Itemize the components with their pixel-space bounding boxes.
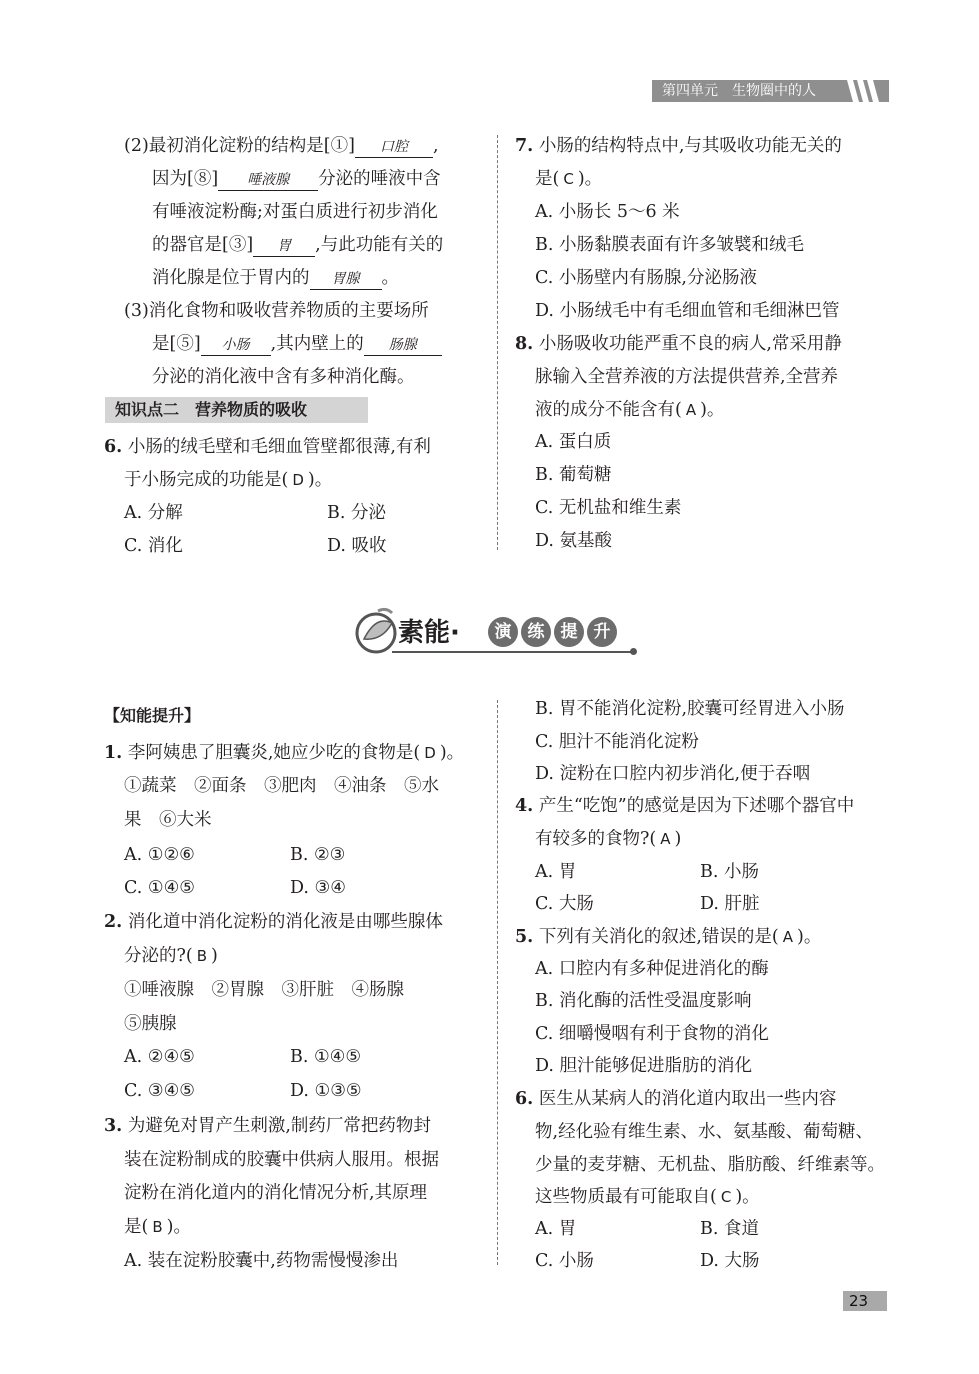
- answer: D: [424, 744, 436, 762]
- option: C. ③④⑤: [124, 1081, 195, 1101]
- banner-underline: [392, 651, 632, 653]
- q8-line3: 液的成分不能含有( A )。: [535, 400, 725, 420]
- option: D. ③④: [290, 878, 346, 898]
- option: C. 细嚼慢咽有利于食物的消化: [535, 1024, 769, 1044]
- q3-line4: 是( B )。: [124, 1217, 191, 1237]
- q6-line2: 于小肠完成的功能是( D )。: [124, 470, 333, 490]
- banner-char: 演: [488, 617, 518, 647]
- option: D. 小肠绒毛中有毛细血管和毛细淋巴管: [535, 301, 840, 321]
- q2-line3: 有唾液淀粉酶;对蛋白质进行初步消化: [152, 202, 438, 222]
- q3-line2: 装在淀粉制成的胶囊中供病人服用。根据: [124, 1150, 439, 1170]
- fill-blank: 胃: [253, 236, 315, 257]
- banner-leaf-icon: [352, 605, 400, 655]
- q2-line2: 因为[⑧] 唾液腺 分泌的唾液中含: [152, 169, 441, 189]
- q1-items: 果 ⑥大米: [124, 810, 212, 830]
- section-heading: 知识点二 营养物质的吸收: [105, 397, 368, 423]
- option: B. ②③: [290, 845, 346, 865]
- banner-dot: [630, 648, 637, 655]
- option: A. 口腔内有多种促进消化的酶: [535, 959, 769, 979]
- option: B. 消化酶的活性受温度影响: [535, 991, 752, 1011]
- q2-items: ①唾液腺 ②胃腺 ③肝脏 ④肠腺: [124, 980, 404, 1000]
- option: C. 无机盐和维生素: [535, 498, 682, 518]
- q2-items: ⑤胰腺: [124, 1014, 177, 1034]
- option: A. 分解: [124, 503, 183, 523]
- banner-title: 素能·: [398, 618, 460, 648]
- fill-blank: 胃腺: [310, 269, 382, 290]
- option: A. 胃: [535, 1219, 577, 1239]
- option: D. 氨基酸: [535, 531, 613, 551]
- answer: C: [720, 1188, 732, 1206]
- answer: B: [196, 947, 208, 965]
- q7-line1: 7. 小肠的结构特点中,与其吸收功能无关的: [515, 136, 842, 156]
- option: C. 大肠: [535, 894, 594, 914]
- q3-line3: 分泌的消化液中含有多种消化酶。: [152, 367, 415, 387]
- page-header: [652, 80, 889, 102]
- q3-line2: 是[⑤] 小肠 ,其内壁上的 肠腺: [152, 332, 442, 356]
- option: D. 大肠: [700, 1251, 760, 1271]
- option: A. ②④⑤: [124, 1047, 195, 1067]
- page-number: 23: [843, 1291, 887, 1311]
- column-divider: [497, 135, 499, 550]
- answer: B: [152, 1218, 163, 1236]
- fill-blank: 小肠: [201, 335, 271, 356]
- q6-line1: 6. 小肠的绒毛壁和毛细血管壁都很薄,有利: [104, 437, 431, 457]
- option: D. 胆汁能够促进脂肪的消化: [535, 1056, 753, 1076]
- option: B. 葡萄糖: [535, 465, 612, 485]
- option: A. ①②⑥: [124, 845, 195, 865]
- header-title: 第四单元 生物圈中的人: [662, 83, 816, 99]
- answer: A: [660, 830, 671, 848]
- option: C. ①④⑤: [124, 878, 195, 898]
- q4-line2: 有较多的食物?( A ): [535, 829, 682, 849]
- answer: A: [782, 928, 794, 946]
- q1-items: ①蔬菜 ②面条 ③肥肉 ④油条 ⑤水: [124, 776, 439, 796]
- fill-blank: 口腔: [355, 137, 433, 158]
- option: C. 小肠壁内有肠腺,分泌肠液: [535, 268, 757, 288]
- q6-line1: 6. 医生从某病人的消化道内取出一些内容: [515, 1089, 837, 1109]
- option: B. 小肠黏膜表面有许多皱襞和绒毛: [535, 235, 804, 255]
- q1-line1: 1. 李阿姨患了胆囊炎,她应少吃的食物是( D )。: [104, 743, 465, 763]
- answer: D: [292, 471, 304, 489]
- column-divider: [497, 700, 499, 1265]
- q3-line1: 3. 为避免对胃产生刺激,制药厂常把药物封: [104, 1116, 431, 1136]
- option: B. 小肠: [700, 862, 759, 882]
- subsection-heading: 【知能提升】: [104, 706, 201, 725]
- q6-line4: 这些物质最有可能取自( C )。: [535, 1187, 760, 1207]
- q5-line1: 5. 下列有关消化的叙述,错误的是( A )。: [515, 927, 822, 947]
- option: D. ①③⑤: [290, 1081, 362, 1101]
- q8-line2: 脉输入全营养液的方法提供营养,全营养: [535, 367, 839, 387]
- answer: A: [685, 401, 697, 419]
- fill-blank: 唾液腺: [218, 170, 318, 191]
- q2-line2: 分泌的?( B ): [124, 946, 218, 966]
- answer: C: [563, 170, 574, 188]
- option: A. 小肠长 5～6 米: [535, 202, 680, 222]
- option: B. 食道: [700, 1219, 759, 1239]
- q6-line3: 少量的麦芽糖、无机盐、脂肪酸、纤维素等。: [535, 1155, 885, 1175]
- q3-line1: (3)消化食物和吸收营养物质的主要场所: [124, 301, 429, 321]
- option: A. 装在淀粉胶囊中,药物需慢慢渗出: [124, 1251, 399, 1271]
- q4-line1: 4. 产生“吃饱”的感觉是因为下述哪个器官中: [515, 796, 855, 816]
- banner-char: 提: [554, 617, 584, 647]
- q3-line3: 淀粉在消化道内的消化情况分析,其原理: [124, 1183, 428, 1203]
- option: B. 分泌: [327, 503, 386, 523]
- option: B. 胃不能消化淀粉,胶囊可经胃进入小肠: [535, 699, 845, 719]
- banner-char: 升: [587, 617, 617, 647]
- q2-line4: 的器官是[③] 胃 ,与此功能有关的: [152, 235, 444, 255]
- q8-line1: 8. 小肠吸收功能严重不良的病人,常采用静: [515, 334, 842, 354]
- option: C. 胆汁不能消化淀粉: [535, 732, 699, 752]
- header-stripes-icon: [845, 80, 885, 102]
- option: A. 胃: [535, 862, 577, 882]
- option: B. ①④⑤: [290, 1047, 362, 1067]
- q2-line5: 消化腺是位于胃内的 胃腺 。: [152, 268, 399, 288]
- q2-line1: 2. 消化道中消化淀粉的消化液是由哪些腺体: [104, 912, 443, 932]
- q2-line1: (2)最初消化淀粉的结构是[①] 口腔 ,: [124, 136, 439, 156]
- option: C. 小肠: [535, 1251, 594, 1271]
- option: D. 吸收: [327, 536, 387, 556]
- q6-line2: 物,经化验有维生素、水、氨基酸、葡萄糖、: [535, 1122, 874, 1142]
- banner-char: 练: [521, 617, 551, 647]
- q7-line2: 是( C )。: [535, 169, 603, 189]
- fill-blank: 肠腺: [364, 335, 442, 356]
- option: D. 肝脏: [700, 894, 760, 914]
- option: D. 淀粉在口腔内初步消化,便于吞咽: [535, 764, 811, 784]
- option: C. 消化: [124, 536, 183, 556]
- option: A. 蛋白质: [535, 432, 612, 452]
